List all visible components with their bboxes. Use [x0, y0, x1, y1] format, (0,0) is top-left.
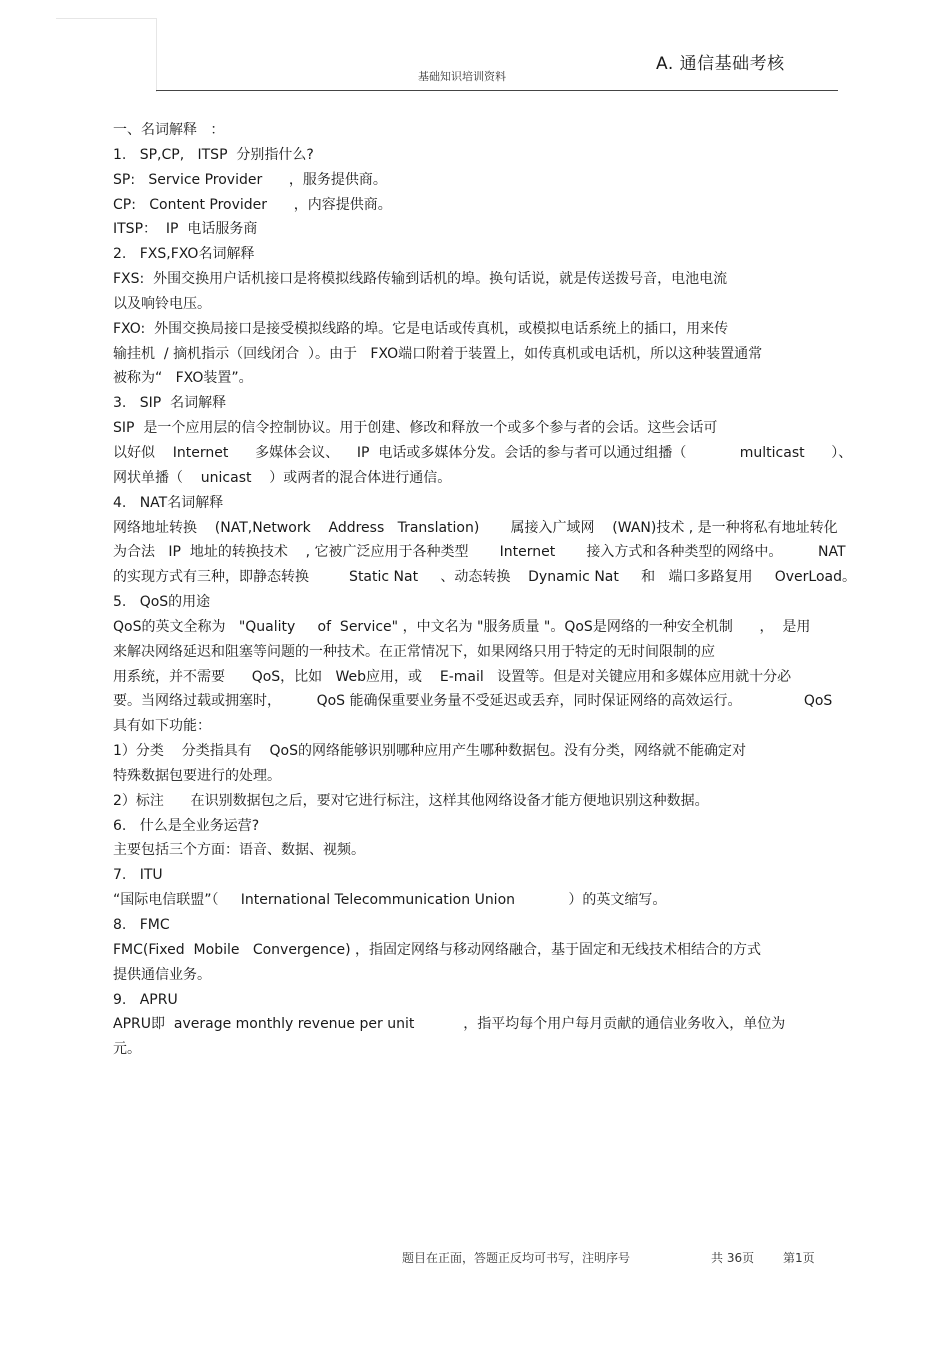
answer-line: “国际电信联盟”（ International Telecommunication Union ）的英文缩写。: [113, 892, 667, 909]
header-title: A. 通信基础考核: [656, 54, 785, 74]
question-1: 1. SP,CP, ITSP 分别指什么?: [113, 146, 314, 163]
answer-line: 网络地址转换 (NAT,Network Address Translation) 属接入广域网 (WAN)技术 , 是一种将私有地址转化: [113, 519, 838, 536]
answer-line: 提供通信业务。: [113, 966, 211, 983]
footer-page-total: 共 36页: [711, 1251, 755, 1265]
question-9: 9. APRU: [113, 991, 178, 1008]
answer-line: 2）标注 在识别数据包之后，要对它进行标注，这样其他网络设备才能方便地识别这种数据。: [113, 792, 709, 809]
question-7: 7. ITU: [113, 867, 163, 884]
answer-line: SIP 是一个应用层的信令控制协议。用于创建、修改和释放一个或多个参与者的会话。这些会话可: [113, 420, 718, 437]
question-8: 8. FMC: [113, 917, 170, 933]
answer-line: 用系统，并不需要 QoS，比如 Web应用，或 E-mail 设置等。但是对关键应用和多媒体应用就十分必: [113, 668, 792, 685]
answer-line: 特殊数据包要进行的处理。: [113, 767, 281, 784]
answer-line: 被称为“ FXO装置”。: [113, 370, 253, 387]
answer-line: 1）分类 分类指具有 QoS的网络能够识别哪种应用产生哪种数据包。没有分类，网络就不能确定对: [113, 743, 746, 760]
answer-line: ITSP： IP 电话服务商: [113, 221, 258, 238]
answer-line: FXO: 外围交换局接口是接受模拟线路的埠。它是电话或传真机，或模拟电话系统上的插口，用来传: [113, 320, 729, 337]
footer-note: 题目在正面，答题正反均可书写，注明序号: [402, 1251, 631, 1265]
question-5: 5. QoS的用途: [113, 594, 211, 611]
question-2: 2. FXS,FXO名词解释: [113, 246, 255, 263]
answer-line: 以及响铃电压。: [113, 295, 211, 312]
answer-line: 为合法 IP 地址的转换技术 , 它被广泛应用于各种类型 Internet 接入方式和各种类型的网络中。 NAT: [113, 544, 846, 561]
answer-line: QoS的英文全称为 "Quality of Service" ，中文名为 "服务质量 "。QoS是网络的一种安全机制 ， 是用: [113, 618, 811, 635]
answer-line: 网状单播（ unicast ）或两者的混合体进行通信。: [113, 469, 452, 486]
answer-line: 元。: [113, 1041, 141, 1058]
answer-line: FXS: 外围交换用户话机接口是将模拟线路传输到话机的埠。换句话说，就是传送拨号音，电池电流: [113, 271, 728, 288]
header-subtitle: 基础知识培训资料: [418, 70, 506, 83]
footer-page-number: 第1页: [783, 1251, 815, 1265]
answer-line: CP: Content Provider ，内容提供商。: [113, 196, 392, 213]
section-heading: 一、名词解释 ：: [113, 122, 225, 138]
answer-line: FMC(Fixed Mobile Convergence) ，指固定网络与移动网络融合，基于固定和无线技术相结合的方式: [113, 941, 762, 958]
corner-mark-vertical: [156, 18, 157, 92]
question-6: 6. 什么是全业务运营?: [113, 817, 260, 834]
question-4: 4. NAT名词解释: [113, 494, 224, 511]
question-3: 3. SIP 名词解释: [113, 395, 227, 412]
answer-line: SP: Service Provider ，服务提供商。: [113, 171, 387, 188]
answer-line: 以好似 Internet 多媒体会议、 IP 电话或多媒体分发。会话的参与者可以通过组播（ multicast ）、: [113, 444, 853, 461]
answer-line: 具有如下功能：: [113, 718, 211, 735]
answer-line: 来解决网络延迟和阻塞等问题的一种技术。在正常情况下，如果网络只用于特定的无时间限制的应: [113, 643, 715, 660]
answer-line: 主要包括三个方面：语音、数据、视频。: [113, 842, 365, 859]
document-body: [113, 118, 856, 1062]
answer-line: APRU即 average monthly revenue per unit ，指平均每个用户每月贡献的通信业务收入，单位为: [113, 1016, 786, 1033]
header-rule: [156, 90, 838, 91]
answer-line: 输挂机 / 摘机指示（回线闭合 ）。由于 FXO端口附着于装置上，如传真机或电话机，所以这种装置通常: [113, 345, 763, 362]
answer-line: 要。当网络过载或拥塞时， QoS 能确保重要业务量不受延迟或丢弃，同时保证网络的高效运行。 QoS: [113, 693, 833, 710]
answer-line: 的实现方式有三种，即静态转换 Static Nat 、动态转换 Dynamic Nat 和 端口多路复用 OverLoad。: [113, 569, 856, 586]
corner-mark: [56, 18, 156, 19]
